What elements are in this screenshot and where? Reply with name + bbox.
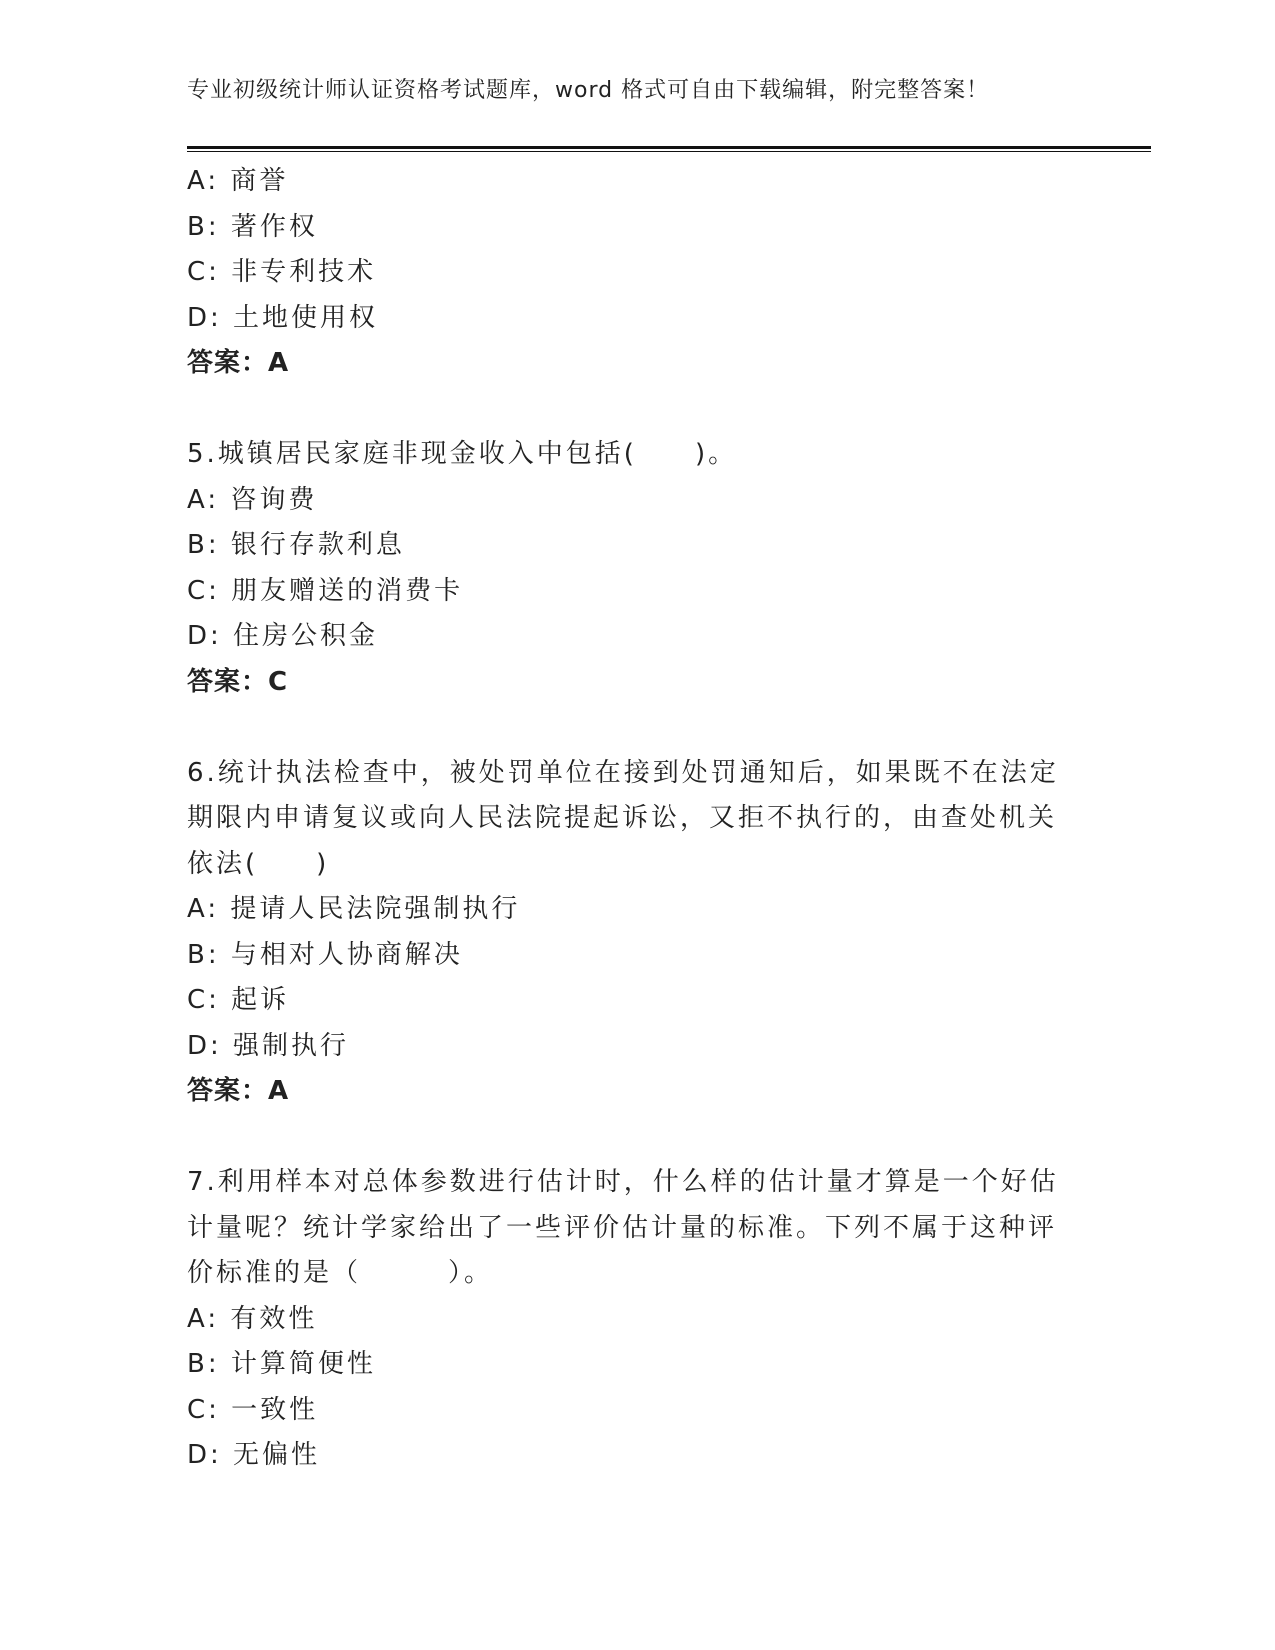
option-b: B: 与相对人协商解决 — [187, 939, 463, 970]
question-stem: 6.统计执法检查中，被处罚单位在接到处罚通知后，如果既不在法定期限内申请复议或向人民法院提起诉讼，又拒不执行的，由查处机关依法( ) — [187, 757, 1059, 879]
option-d: D: 住房公积金 — [187, 621, 379, 651]
option-b: B: 著作权 — [187, 211, 318, 242]
option-a: A: 有效性 — [187, 1303, 318, 1334]
header-divider — [187, 146, 1151, 149]
question-7 — [187, 1160, 1067, 1479]
option-c: C: 朋友赠送的消费卡 — [187, 575, 464, 606]
option-b: B: 计算简便性 — [187, 1349, 376, 1379]
question-6 — [187, 751, 1067, 1115]
page-header: 专业初级统计师认证资格考试题库，word 格式可自由下载编辑，附完整答案！ — [187, 78, 990, 103]
question-list — [187, 159, 1067, 1479]
question-stem: 5.城镇居民家庭非现金收入中包括( )。 — [187, 439, 738, 469]
option-c: C: 起诉 — [187, 985, 290, 1015]
option-b: B: 银行存款利息 — [187, 530, 405, 560]
spacer — [187, 705, 1067, 751]
answer-line: 答案：C — [187, 666, 289, 697]
option-d: D: 无偏性 — [187, 1440, 321, 1470]
question-stem: 7.利用样本对总体参数进行估计时，什么样的估计量才算是一个好估计量呢？统计学家给出了一些评价估计量的标准。下列不属于这种评价标准的是（ ）。 — [187, 1167, 1059, 1288]
option-c: C: 非专利技术 — [187, 257, 377, 287]
option-d: D: 土地使用权 — [187, 302, 379, 333]
question-4-continuation — [187, 159, 1067, 387]
option-a: A: 商誉 — [187, 166, 289, 196]
answer-line: 答案：A — [187, 348, 290, 378]
spacer — [187, 1115, 1067, 1161]
question-5 — [187, 432, 1067, 705]
header-divider-thin — [187, 151, 1151, 152]
option-a: A: 提请人民法院强制执行 — [187, 894, 521, 924]
spacer — [187, 387, 1067, 433]
option-c: C: 一致性 — [187, 1394, 319, 1425]
answer-line: 答案：A — [187, 1076, 290, 1106]
option-d: D: 强制执行 — [187, 1030, 350, 1061]
option-a: A: 咨询费 — [187, 484, 318, 515]
